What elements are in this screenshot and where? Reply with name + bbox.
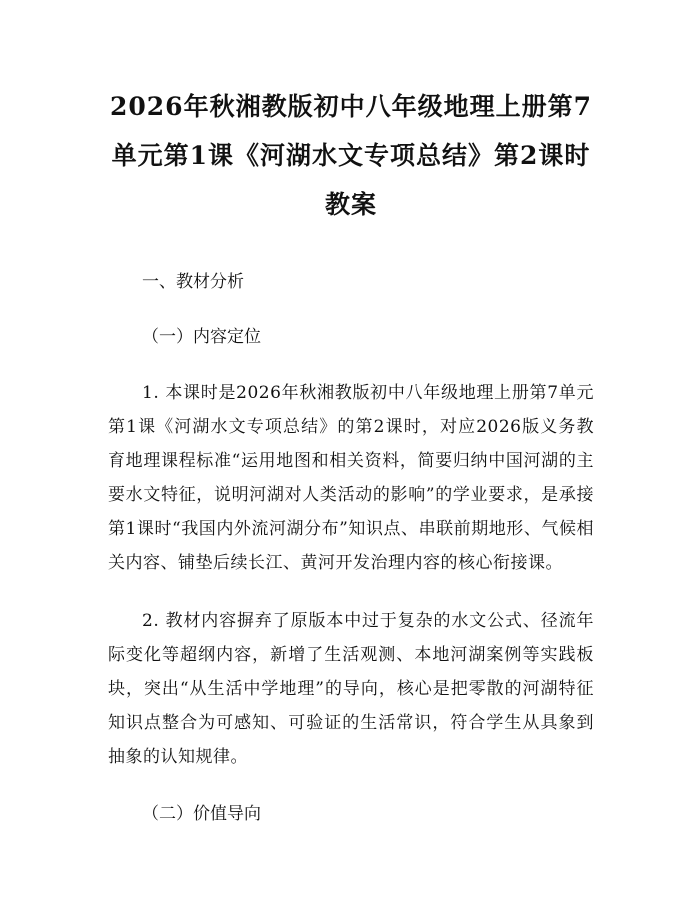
- paragraph-1: 1. 本课时是2026年秋湘教版初中八年级地理上册第7单元第1课《河湖水文专项总结》的第2课时，对应2026版义务教育地理课程标准“运用地图和相关资料，简要归纳中国河湖的主要水文特征，说明河湖对人类活动的影响”的学业要求，是承接第1课时“我国内外流河湖分布”知识点、串联前期地形、气候相关内容、铺垫后续长江、黄河开发治理内容的核心衔接课。: [108, 383, 594, 573]
- subheading-content-positioning: （一）内容定位: [142, 327, 261, 347]
- document-title: 2026年秋湘教版初中八年级地理上册第7单元第1课《河湖水文专项总结》第2课时教案: [110, 92, 592, 219]
- paragraph-2: 2. 教材内容摒弃了原版本中过于复杂的水文公式、径流年际变化等超纲内容，新增了生活观测、本地河湖案例等实践板块，突出“从生活中学地理”的导向，核心是把零散的河湖特征知识点整合为可感知、可验证的生活常识，符合学生从具象到抽象的认知规律。: [108, 611, 594, 767]
- subheading-value-orientation: （二）价值导向: [142, 804, 261, 824]
- section-heading-textbook-analysis: 一、教材分析: [142, 272, 244, 292]
